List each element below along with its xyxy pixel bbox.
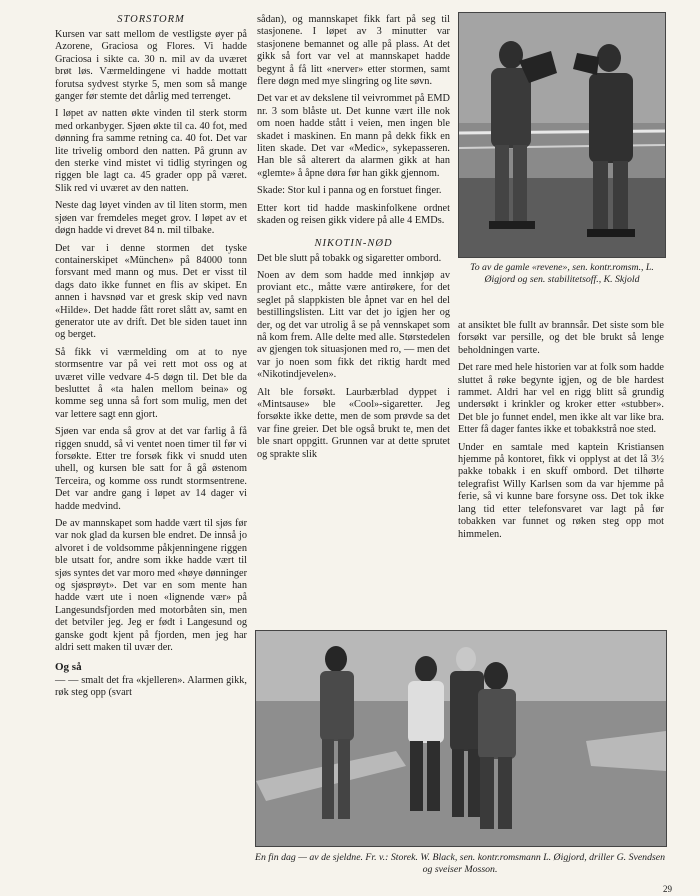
paragraph: Det var i denne stormen det tyske containerskipet «München» på 84000 tonn forsvant med mann og mus. Det er visst til dags dato ikke funnet en flis av skipet. En annen i havsnød var et gresk skip ved navn «Hilde». Det hadde fått roret slått av, samt en generator ute av drift. Det ble siden tauet inn og berget. xyxy=(55,242,247,341)
paragraph: Så fikk vi værmelding om at to nye stormsentre var på vei rett mot oss og at uværet ville vedvare 4-5 døgn til. Det ble da besluttet å «ta halen mellom beina» og komme seg unna så fort som mulig, men det var lettere sagt enn gjort. xyxy=(55,346,247,420)
section-heading-nikotin-nod: NIKOTIN-NØD xyxy=(314,237,393,249)
paragraph: sådan), og mannskapet fikk fart på seg til stasjonene. I løpet av 3 minutter var stasjonene bemannet og alle på plass. At det gikk så fort var vel at mannskapet hadde begynt å få litt «nerver» etter stormen, samt flere døgn med mye slingring og lite søvn. xyxy=(257,14,450,88)
column-3 xyxy=(458,320,664,546)
paragraph: Det var et av dekslene til veivrommet på EMD nr. 3 som blåste ut. Det kunne vært ille nok om noen hadde stått i veien, men ingen ble skadet i maskinen. En mann på dekk fikk en liten skade. Det var «Medic», sykepasseren. Han ble så alterert da alarmen gikk at han «glemte» å åpne døra før han gikk gjennom. xyxy=(257,93,450,179)
paragraph: Etter kort tid hadde maskinfolkene ordnet skaden og reisen gikk videre på alle 4 EMDs. xyxy=(257,202,450,227)
paragraph: Det rare med hele historien var at folk som hadde sluttet å røke begynte igjen, og de ble hardest rammet. Aldri har vel en rigg blitt så grundig undersøkt i krinkler og kroker etter «stubber». Det ble jo funnet endel, men ikke alt var like bra. Etter få dager fantes ikke et tobakkstrå noe sted. xyxy=(458,362,664,436)
column-2 xyxy=(257,14,450,466)
photo-sextant-officers xyxy=(458,12,666,258)
paragraph: I løpet av natten økte vinden til sterk storm med orkanbyger. Sjøen økte til ca. 40 fot, med dønning fra samme retning ca. 40 fot. Det var lite trivelig ombord den natten. På grunn av den sterke vind mistet vi tidlig styringen og riggen ble lagt ca. 45 grader opp på været. Slik red vi uværet av den natten. xyxy=(55,108,247,194)
paragraph: Sjøen var enda så grov at det var farlig å få riggen snudd, så vi ventet noen timer til før vi forsøkte. Etter tre forsøk fikk vi snudd uten uhell, og kursen ble satt for å gå østenom Terceira, og komme oss rundt stormsentrene. Det var andre gang i løpet av 14 dager vi hadde medvind. xyxy=(55,426,247,512)
paragraph: — — smalt det fra «kjelleren». Alarmen gikk, røk steg opp (svart xyxy=(55,674,247,698)
photo-caption-bottom: En fin dag — av de sjeldne. Fr. v.: Storek. W. Black, sen. kontr.romsmann L. Øigjord, driller G. Svendsen og sveiser Mosson. xyxy=(254,852,666,875)
paragraph: Noen av dem som hadde med innkjøp av proviant etc., måtte være antirøkere, for det seglet på slappkisten ble åpnet var en hel del bestillingslisten. Litt var det jo igjen her og der, og det var utrolig å se på vennskapet som nå kom frem. Alle delte med alle. Størstedelen av gjengen tok situasjonen med ro, — men det var jo noen som fikk det riktig hardt med «Nikotindjevelen». xyxy=(257,269,450,381)
paragraph: Under en samtale med kaptein Kristiansen hjemme på kontoret, fikk vi opplyst at det lå 3½ pakke tobakk i en skuff ombord. Det tilhørte telegrafist Willy Karlsen som da var hjemme på ferie, så vi kunne bare forsyne oss. Det tok ikke lang tid etter telefonsvaret var lagt på før tobakken var funnet og røken steg opp mot himmelen. xyxy=(458,441,664,540)
paragraph: Det ble slutt på tobakk og sigaretter ombord. xyxy=(257,252,442,264)
paragraph: at ansiktet ble fullt av brannsår. Det siste som ble forsøkt var persille, og det ble brukt så lenge beholdningen varte. xyxy=(458,320,664,356)
page-number: 29 xyxy=(663,884,672,894)
section-heading-storstorm: STORSTORM xyxy=(117,14,185,25)
paragraph: Kursen var satt mellom de vestligste øyer på Azorene, Graciosa og Flores. Vi hadde Graciosa i sikte ca. 30 n. mil av da uværet brøt løs. Værmeldingene vi hadde mottatt forutsa sydvest styrke 5, men som så mange ganger før stemte det dårlig med terrenget. xyxy=(55,29,247,103)
paragraph: Alt ble forsøkt. Laurbærblad dyppet i «Mintsause» ble «Cool»-sigaretter. Jeg forsøkte ikke dette, men de som prøvde sa det var fine greier. Det ble også brukt te, men det ble snart oppgitt. Grunnen var at dette sprutet og sprakte slik xyxy=(257,386,450,460)
photo-caption-top: To av de gamle «revene», sen. kontr.romsm., L. Øigjord og sen. stabilitetsoff., K. Skjold xyxy=(470,262,654,285)
subheading-og-sa: Og så xyxy=(55,660,82,673)
paragraph: Skade: Stor kul i panna og en forstuet finger. xyxy=(257,185,442,197)
paragraph: De av mannskapet som hadde vært til sjøs før var nok glad da kursen ble endret. De innså jo alvoret i de voldsomme påkjenningene riggen ble utsatt for, andre som ikke hadde vært til sjøs syntes det var moro med «høye dønninger og sjøsprøyt». Det var en som mente han hadde vært ute i noen «lignende vær» på Langesundsfjorden med motorbåten sin, men det betviler jeg. Jeg er født i Langesund og ganske godt kjent på fjorden, men jeg har aldri sett maken til uvær der. xyxy=(55,518,247,654)
paragraph: Neste dag løyet vinden av til liten storm, men sjøen var fremdeles meget grov. I løpet av et døgn hadde vi drevet 84 n. mil tilbake. xyxy=(55,200,247,237)
column-1 xyxy=(55,14,247,704)
photo-crew-helideck xyxy=(255,630,667,847)
